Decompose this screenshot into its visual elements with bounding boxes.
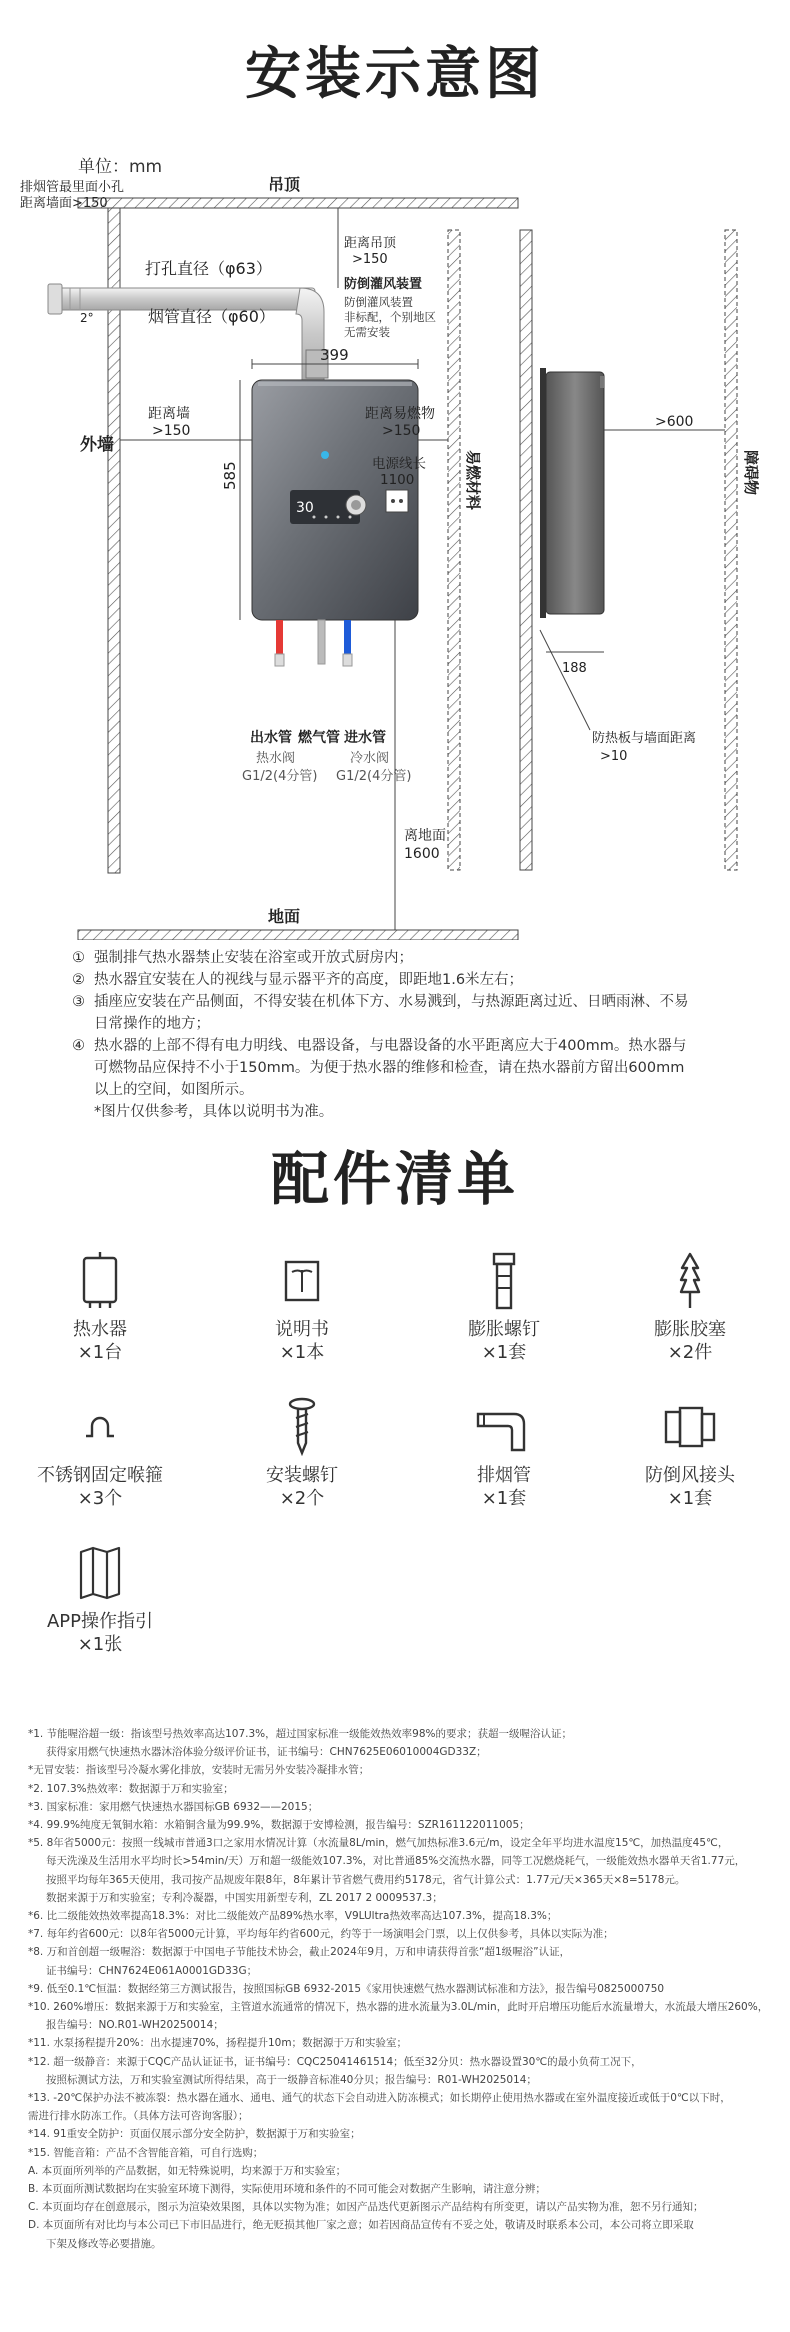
part-manual: 说明书 ×1本: [212, 1250, 392, 1364]
depth-dim: 188: [562, 661, 587, 676]
ceiling-bar: [78, 198, 518, 208]
footnote-line: 按照标测试方法，万和实验室测试所得结果，高于一级静音标准40分贝；报告编号：R01-WH2025014；: [46, 2073, 537, 2086]
note-number: [72, 1101, 94, 1123]
board-dist-label: 防热板与墙面距离: [592, 731, 697, 746]
svg-text:冷水阀: 冷水阀: [350, 751, 390, 766]
install-note: [72, 1057, 742, 1079]
note-number: ①: [72, 950, 85, 966]
note-number: ③: [72, 994, 85, 1010]
svg-text:>150: >150: [152, 423, 191, 439]
note-text: 强制排气热水器禁止安装在浴室或开放式厨房内；: [94, 950, 413, 966]
unit-label: 单位：mm: [78, 157, 163, 177]
footnote-line: *7. 每年约省600元：以8年省5000元计算，平均每年约省600元，约等于一场演唱会门票，以上仅供参考，具体以实际为准；: [28, 1928, 614, 1941]
footnote-line: *6. 比二级能效热效率提高18.3%：对比二级能效产品89%热水率，V9LUltra热效率高达107.3%，提高18.3%；: [28, 1910, 558, 1923]
footnote-line: C. 本页面均存在创意展示，图示为渲染效果图，具体以实物为准；如因产品迭代更新图示产品结构有所变更，请以产品实物为准，恕不另行通知；: [28, 2201, 704, 2214]
svg-text:无需安装: 无需安装: [344, 325, 390, 339]
footnote-line: *3. 国家标准：家用燃气快速热水器国标GB 6932——2015；: [28, 1800, 319, 1813]
part-app-guide: APP操作指引 ×1张: [10, 1542, 190, 1656]
footnote-line: 需进行排水防冻工作。（具体方法可咨询客服）；: [28, 2110, 249, 2123]
part-exhaust-pipe: 排烟管 ×1套: [414, 1396, 594, 1510]
svg-text:>150: >150: [382, 423, 421, 439]
height-dim: 585: [221, 461, 239, 490]
obstacle-wall: [725, 230, 737, 870]
svg-text:燃气管: 燃气管: [298, 730, 340, 746]
footnote-line: A. 本页面所列举的产品数据，如无特殊说明，均来源于万和实验室；: [28, 2164, 347, 2177]
footnote-line: B. 本页面所测试数据均在实验室环境下测得，实际使用环境和条件的不同可能会对数据产生影响，请注意分辨；: [28, 2183, 546, 2196]
part-screw: 安装螺钉 ×2个: [212, 1396, 392, 1510]
screw-icon: [280, 1396, 324, 1456]
svg-text:2°: 2°: [80, 311, 94, 325]
outer-wall-label: 外墙: [80, 435, 114, 455]
footnote-line: *10. 260%增压：数据来源于万和实验室，主管道水流通常的情况下，热水器的进水流量为3.0L/min，此时开启增压功能后水流量增大，水流最大增压260%，: [28, 2001, 768, 2014]
heater-side: [546, 372, 604, 614]
footnote-line: *15. 智能音箱：产品不含智能音箱，可自行选购；: [28, 2146, 264, 2159]
heater-icon: [78, 1250, 122, 1310]
combustible-wall: [448, 230, 460, 870]
svg-text:G1/2(4分管): G1/2(4分管): [242, 769, 318, 784]
pipe-dia-label: 烟管直径（φ60）: [148, 307, 275, 326]
note-number: ④: [72, 1038, 85, 1054]
note-text: 可燃物品应保持不小于150mm。为便于热水器的维修和检查，请在热水器前方留出600mm: [94, 1060, 685, 1076]
note-text: *图片仅供参考，具体以说明书为准。: [94, 1104, 334, 1120]
heater-logo: [321, 451, 329, 459]
anti-backdraft-joint-icon: [660, 1396, 720, 1456]
svg-text:热水阀: 热水阀: [256, 751, 296, 766]
footnote-line: 证书编号：CHN7624E061A0001GD33G；: [46, 1964, 258, 1977]
note-text: 日常操作的地方；: [94, 1016, 210, 1032]
gas-pipe: [318, 620, 325, 664]
install-note: [72, 969, 742, 991]
obstacle-label: 障碍物: [742, 450, 760, 496]
svg-text:1600: 1600: [404, 846, 440, 862]
floor-bar: [78, 930, 518, 940]
svg-text:防倒灌风装置: 防倒灌风装置: [344, 295, 413, 309]
part-heater: 热水器 ×1台: [10, 1250, 190, 1364]
install-note: [72, 991, 742, 1013]
install-note: [72, 1013, 742, 1035]
install-note: [72, 1079, 742, 1101]
svg-text:出水管: 出水管: [250, 730, 292, 746]
heat-shield-board: [540, 368, 546, 618]
part-wall-plug: 膨胀胶塞 ×2件: [600, 1250, 780, 1364]
exhaust-pipe-icon: [474, 1396, 534, 1456]
install-note: [72, 1101, 742, 1123]
fuel-dist-label: 距离易燃物: [365, 406, 435, 422]
note-number: [72, 1057, 94, 1079]
power-outlet-icon: [386, 490, 408, 512]
cord-label: 电源线长: [372, 456, 426, 472]
note-text: 以上的空间，如图所示。: [94, 1082, 254, 1098]
footnote-line: *13. -20℃保护办法不被冻裂：热水器在通水、通电、通气的状态下会自动进入防冻模式；如长期停止使用热水器或在室外温度接近或低于0℃以下时，: [28, 2092, 731, 2105]
footnote-line: *12. 超一级静音：来源于CQC产品认证证书，证书编号：CQC25041461514；低至32分贝：热水器设置30℃的最小负荷工况下，: [28, 2055, 642, 2068]
footnote-line: D. 本页面所有对比均与本公司已下市旧品进行，绝无贬损其他厂家之意；如若因商品宣传有不妥之处，敬请及时联系本公司，本公司将立即采取: [28, 2219, 694, 2232]
parts-title: 配件清单: [270, 1145, 519, 1213]
footnote-line: *2. 107.3%热效率：数据源于万和实验室；: [28, 1782, 234, 1795]
install-title: 安装示意图: [245, 42, 545, 107]
footnote-line: 下架及修改等必要措施。: [46, 2237, 162, 2250]
svg-text:进水管: 进水管: [344, 730, 386, 746]
svg-text:距离吊顶: 距离吊顶: [344, 236, 397, 251]
note-text: 热水器宜安装在人的视线与显示器平齐的高度，即距地1.6米左右；: [94, 972, 524, 988]
note-number: [72, 1079, 94, 1101]
note-text: 插座应安装在产品侧面，不得安装在机体下方、水易溅到，与热源距离过近、日晒雨淋、不易: [94, 994, 689, 1010]
svg-text:30: 30: [296, 500, 314, 516]
footnote-line: *1. 节能喔浴超一级：指该型号热效率高达107.3%，超过国家标准一级能效热效率98%的要求；获超一级喔浴认证；: [28, 1728, 572, 1740]
part-clamp: 不锈钢固定喉箍 ×3个: [10, 1396, 190, 1510]
expansion-screw-icon: [482, 1250, 526, 1310]
front-gap-label: >600: [655, 414, 694, 430]
footnote-line: *9. 低至0.1℃恒温：数据经第三方测试报告，按照国标GB 6932-2015《家用快速燃气热水器测试标准和方法》，报告编号0825000750: [28, 1982, 665, 1995]
footnote-line: 数据来源于万和实验室；专利冷凝器，中国实用新型专利，ZL 2017 2 0009537.3；: [46, 1891, 443, 1904]
footnote-line: 获得家用燃气快速热水器沐浴体验分级评价证书，证书编号：CHN7625E06010004GD33Z；: [46, 1746, 487, 1759]
install-note: [72, 1035, 742, 1057]
wind-device-label: 防倒灌风装置: [344, 277, 423, 292]
note-number: ②: [72, 972, 85, 988]
svg-text:G1/2(4分管): G1/2(4分管): [336, 769, 412, 784]
drill-dia-label: 打孔直径（φ63）: [145, 259, 272, 278]
footnote-line: 按照平均每年365天使用，我司按产品规废年限8年，8年累计节省燃气费用约5178元，省气计算公式：1.77元/天×365天×8=5178元。: [46, 1873, 686, 1886]
floor-dist-label: 离地面: [404, 828, 446, 844]
footnote-line: *4. 99.9%纯度无氧铜水箱：水箱铜含量为99.9%，数据源于安博检测，报告编号：SZR161122011005；: [28, 1819, 530, 1832]
exhaust-min-label: 排烟管最里面小孔: [20, 180, 125, 195]
svg-text:>10: >10: [600, 749, 628, 764]
footnote-line: *8. 万和首创超一级喔浴：数据源于中国电子节能技术协会，截止2024年9月，万和申请获得首张“超1级喔浴”认证，: [28, 1946, 571, 1959]
clamp-icon: [78, 1396, 122, 1456]
side-wall: [520, 230, 532, 870]
installation-diagram: [0, 150, 790, 940]
svg-text:>150: >150: [352, 252, 388, 267]
note-text: 热水器的上部不得有电力明线、电器设备，与电器设备的水平距离应大于400mm。热水器与: [94, 1038, 687, 1054]
svg-text:非标配，个别地区: 非标配，个别地区: [344, 310, 436, 324]
svg-text:1100: 1100: [380, 472, 415, 488]
footnote-line: *14. 91重安全防护：页面仅展示部分安全防护，数据源于万和实验室；: [28, 2128, 361, 2141]
combustible-label: 易燃材料: [464, 450, 482, 511]
footnote-line: *无冒安装：指该型号冷凝水雾化排放，安装时无需另外安装冷凝排水管；: [28, 1764, 370, 1777]
ceiling-label: 吊顶: [268, 175, 301, 194]
wall-dist-label: 距离墙: [148, 406, 190, 422]
svg-text:距离墙面>150: 距离墙面>150: [20, 196, 108, 211]
footnote-line: *5. 8年省5000元：按照一线城市普通3口之家用水情况计算（水流量8L/min，燃气加热标准3.6元/m，设定全年平均进水温度15℃，加热温度45℃，: [28, 1837, 729, 1850]
note-number: [72, 1013, 94, 1035]
footnote-line: 报告编号：NO.R01-WH20250014；: [46, 2019, 224, 2032]
footnote-line: *11. 水泵扬程提升20%：出水提速70%，扬程提升10m；数据源于万和实验室；: [28, 2037, 408, 2050]
footnotes: [28, 1725, 768, 2253]
install-notes: [72, 947, 742, 1123]
footnote-line: 每天洗澡及生活用水平均时长>54min/天）万和超一级能效107.3%，对比普通85%交流热水器，同等工况燃烧耗气，一级能效热水器单天省1.77元，: [46, 1855, 746, 1868]
app-guide-icon: [75, 1542, 125, 1602]
floor-label: 地面: [268, 907, 301, 926]
wall-plug-icon: [668, 1250, 712, 1310]
manual-icon: [280, 1250, 324, 1310]
width-dim: 399: [320, 346, 349, 364]
part-expansion-screw: 膨胀螺钉 ×1套: [414, 1250, 594, 1364]
install-note: [72, 947, 742, 969]
part-anti-backdraft-joint: 防倒风接头 ×1套: [600, 1396, 780, 1510]
